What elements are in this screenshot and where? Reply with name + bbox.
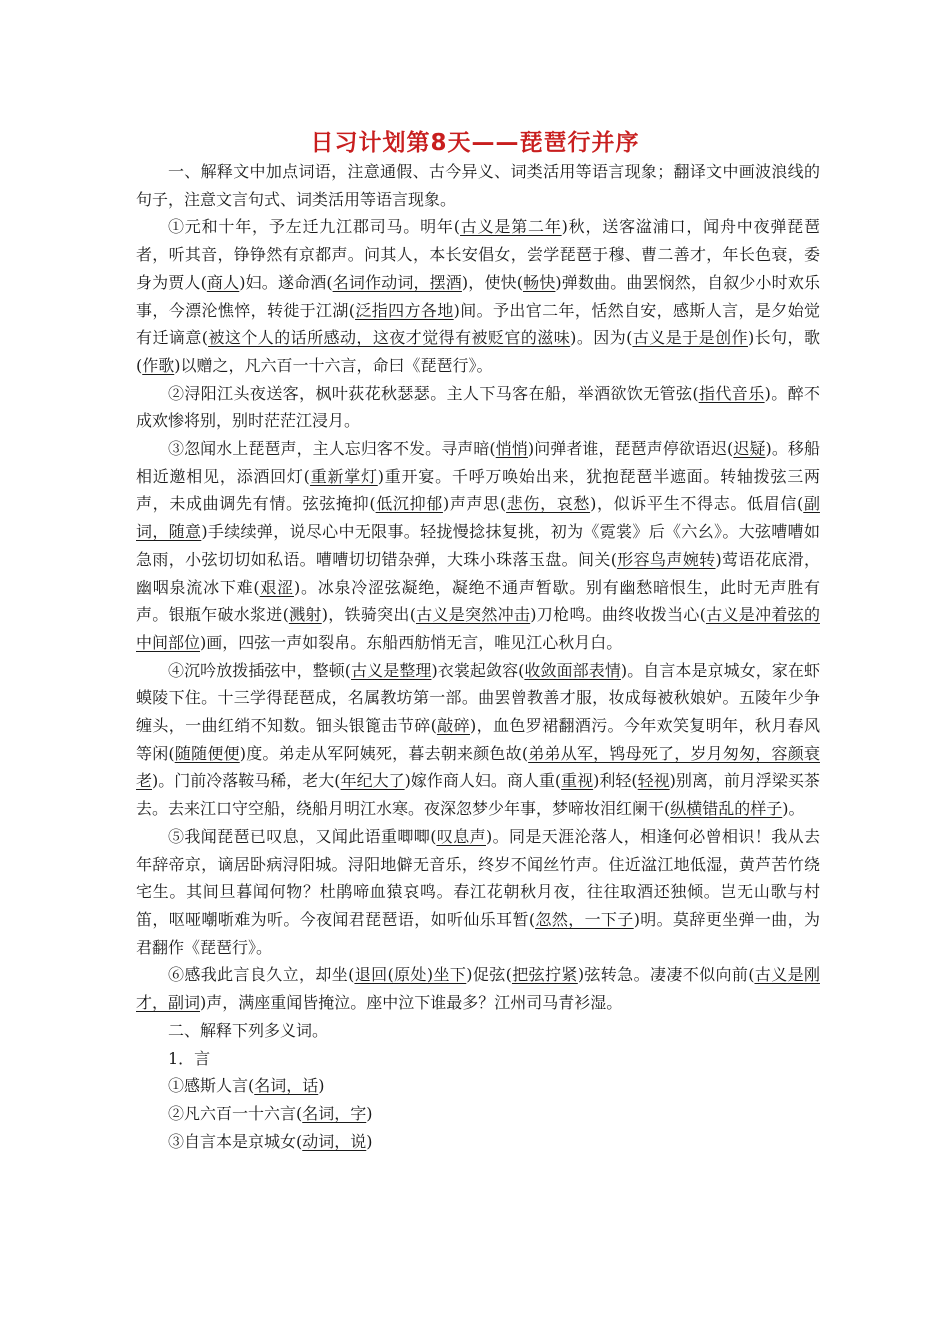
text-run: )衣裳起敛容( — [431, 660, 525, 680]
poem-paragraph-1 — [136, 213, 820, 379]
annotation: 名词作动词，摆酒 — [332, 272, 462, 292]
text-run: )度。弟走从军阿姨死，暮去朝来颜色故( — [239, 743, 529, 763]
text-run: ②凡六百一十六言( — [168, 1103, 303, 1123]
text-run: )促弦( — [466, 965, 512, 985]
polysemy-item-1 — [136, 1072, 820, 1100]
annotation: 泛指四方各地 — [355, 300, 454, 320]
annotation: 悲伤，哀愁 — [506, 494, 591, 514]
annotation: 名词，字 — [302, 1103, 367, 1123]
poem-paragraph-4 — [136, 657, 820, 823]
text-run: )。移船相近邀相见，添酒回灯( — [136, 439, 820, 486]
annotation: 敲碎 — [436, 716, 470, 736]
text-run: )。醉不成欢惨将别，别时茫茫江浸月。 — [136, 383, 820, 431]
text-run: )利轻( — [593, 771, 638, 791]
text-run: ①元和十年，予左迁九江郡司马。明年( — [168, 217, 460, 237]
text-run: )重开宴。千呼万唤始出来，犹抱琵琶半遮面。转轴拨弦三两声，未成曲调先有情。弦弦掩抑( — [136, 466, 820, 514]
poem-paragraphs — [136, 213, 820, 1016]
text-run: )。因为( — [570, 328, 633, 348]
annotation: 把弦拧紧 — [511, 965, 578, 985]
annotation: 轻视 — [637, 771, 670, 791]
annotation: 收敛面部表情 — [524, 660, 621, 680]
text-run: )，使快( — [461, 272, 523, 292]
annotation: 重视 — [561, 771, 594, 791]
annotation: 随随便便 — [174, 743, 240, 763]
text-run: ) — [366, 1103, 373, 1123]
annotation: 重新掌灯 — [309, 466, 378, 486]
annotation: 忽然，一下子 — [535, 909, 634, 929]
annotation: 悄悄 — [495, 439, 528, 459]
text-run: )间。予出官二年，恬然自安，感斯人言，是夕始觉有迁谪意( — [136, 300, 820, 348]
page-title: 日习计划第8天——琵琶行并序 — [310, 130, 640, 156]
annotation: 名词，话 — [254, 1076, 319, 1096]
text-run: ④沉吟放拨插弦中，整顿( — [168, 660, 352, 680]
text-run: )莺语花底滑，幽咽泉流冰下难( — [136, 549, 820, 597]
text-run: )，血色罗裙翻酒污。今年欢笑复明年，秋月春风等闲( — [136, 716, 820, 763]
annotation: 副词，随意 — [136, 494, 820, 542]
text-run: )别离，前月浮梁买茶去。去来江口守空船，绕船月明江水寒。夜深忽梦少年事，梦啼妆泪红阑干( — [136, 771, 820, 819]
annotation: 溅射 — [288, 605, 322, 625]
annotation: 被这个人的话所感动，这夜才觉得有被贬官的滋味 — [208, 328, 571, 348]
text-run: )弦转急。凄凄不似向前( — [577, 965, 755, 985]
annotation: 古义是于是创作 — [632, 328, 748, 348]
poem-paragraph-3 — [136, 435, 820, 657]
annotation: 古义是冲着弦的中间部位 — [136, 605, 820, 652]
annotation: 动词，说 — [302, 1131, 367, 1151]
annotation: 古义是第二年 — [459, 217, 562, 237]
annotation: 畅快 — [522, 272, 556, 292]
annotation: 迟疑 — [733, 439, 766, 459]
annotation: 作歌 — [142, 355, 175, 375]
polysemy-item-2 — [136, 1100, 820, 1128]
text-run: ⑤我闻琵琶已叹息，又闻此语重唧唧( — [168, 826, 437, 846]
annotation: 叹息声 — [436, 826, 486, 846]
text-run: ③自言本是京城女( — [168, 1131, 303, 1151]
text-run: ①感斯人言( — [168, 1076, 255, 1096]
text-run: )刀枪鸣。曲终收拨当心( — [530, 605, 706, 625]
text-run: )。 — [782, 799, 805, 819]
text-run: )，似诉平生不得志。低眉信( — [590, 494, 804, 514]
annotation: 弟弟从军，鸨母死了，岁月匆匆，容颜衰老 — [136, 743, 820, 791]
annotation: 指代音乐 — [698, 383, 765, 403]
document-body — [136, 158, 820, 1155]
text-run: )声，满座重闻皆掩泣。座中泣下谁最多？江州司马青衫湿。 — [200, 993, 623, 1013]
text-run: )妇。遂命酒( — [239, 272, 333, 292]
annotation: 艰涩 — [259, 577, 294, 597]
text-run: )画，四弦一声如裂帛。东船西舫悄无言，唯见江心秋月白。 — [200, 632, 623, 652]
polysemy-items — [136, 1072, 820, 1155]
text-run: ) — [366, 1131, 373, 1151]
text-run: ②浔阳江头夜送客，枫叶荻花秋瑟瑟。主人下马客在船，举酒欲饮无管弦( — [168, 383, 699, 403]
text-run: )秋，送客湓浦口，闻舟中夜弹琵琶者，听其音，铮铮然有京都声。问其人，本长安倡女，尝学琵琶于穆、曹二善才，年长色衰，委身为贾人( — [136, 217, 820, 292]
poem-paragraph-2 — [136, 380, 820, 435]
annotation: 商人 — [206, 272, 240, 292]
poem-paragraph-5 — [136, 823, 820, 962]
text-run: )弹数曲。曲罢悯然，自叙少小时欢乐事，今漂沦憔悴，转徙于江湖( — [136, 272, 820, 320]
text-run: ) — [318, 1076, 325, 1096]
section1-instructions: 一、解释文中加点词语，注意通假、古今异义、词类活用等语言现象；翻译文中画波浪线的句子，注意文言句式、词类活用等语言现象。 — [136, 162, 820, 209]
text-run: )长句，歌( — [136, 328, 820, 375]
annotation: 退回(原处)坐下 — [354, 965, 467, 985]
text-run: )，铁骑突出( — [321, 605, 416, 625]
text-run: ⑥感我此言良久立，却坐( — [168, 965, 355, 985]
text-run: )明。莫辞更坐弹一曲，为君翻作《琵琶行》。 — [136, 909, 820, 957]
text-run: ③忽闻水上琵琶声，主人忘归客不发。寻声暗( — [168, 439, 496, 459]
annotation: 形容鸟声婉转 — [616, 549, 716, 569]
poem-paragraph-6 — [136, 961, 820, 1016]
polysemy-item-3 — [136, 1128, 820, 1156]
section2-heading: 二、解释下列多义词。 — [168, 1020, 329, 1040]
annotation: 年纪大了 — [340, 771, 405, 791]
text-run: )。冰泉冷涩弦凝绝，凝绝不通声暂歇。别有幽愁暗恨生，此时无声胜有声。银瓶乍破水浆迸( — [136, 577, 820, 625]
annotation: 纵横错乱的样子 — [670, 799, 783, 819]
polysemy-word-heading: 1．言 — [168, 1048, 211, 1068]
text-run: )。门前冷落鞍马稀，老大( — [152, 771, 341, 791]
text-run: )问弹者谁，琵琶声停欲语迟( — [527, 439, 734, 459]
text-run: )手续续弹，说尽心中无限事。轻拢慢捻抹复挑，初为《霓裳》后《六幺》。大弦嘈嘈如急雨，小弦切切如私语。嘈嘈切切错杂弹，大珠小珠落玉盘。间关( — [136, 522, 820, 569]
annotation: 古义是刚才，副词 — [136, 965, 820, 1013]
text-run: )。同是天涯沦落人，相逢何必曾相识！我从去年辞帝京，谪居卧病浔阳城。浔阳地僻无音乐，终岁不闻丝竹声。住近湓江地低湿，黄芦苦竹绕宅生。其间旦暮闻何物？杜鹃啼血猿哀鸣。春江花朝秋月夜，往往取酒还独倾。岂无山歌与村笛，呕哑嘲哳难为听。今夜闻君琵琶语，如听仙乐耳暂( — [136, 826, 820, 929]
annotation: 低沉抑郁 — [375, 494, 443, 514]
annotation: 古义是整理 — [351, 660, 432, 680]
text-run: )。自言本是京城女，家在虾蟆陵下住。十三学得琵琶成，名属教坊第一部。曲罢曾教善才服，妆成每被秋娘妒。五陵年少争缠头，一曲红绡不知数。钿头银篦击节碎( — [136, 660, 820, 736]
text-run: )声声思( — [442, 494, 507, 514]
text-run: )嫁作商人妇。商人重( — [404, 771, 562, 791]
annotation: 古义是突然冲击 — [415, 605, 531, 625]
text-run: )以赠之，凡六百一十六言，命曰《琵琶行》。 — [174, 355, 493, 375]
